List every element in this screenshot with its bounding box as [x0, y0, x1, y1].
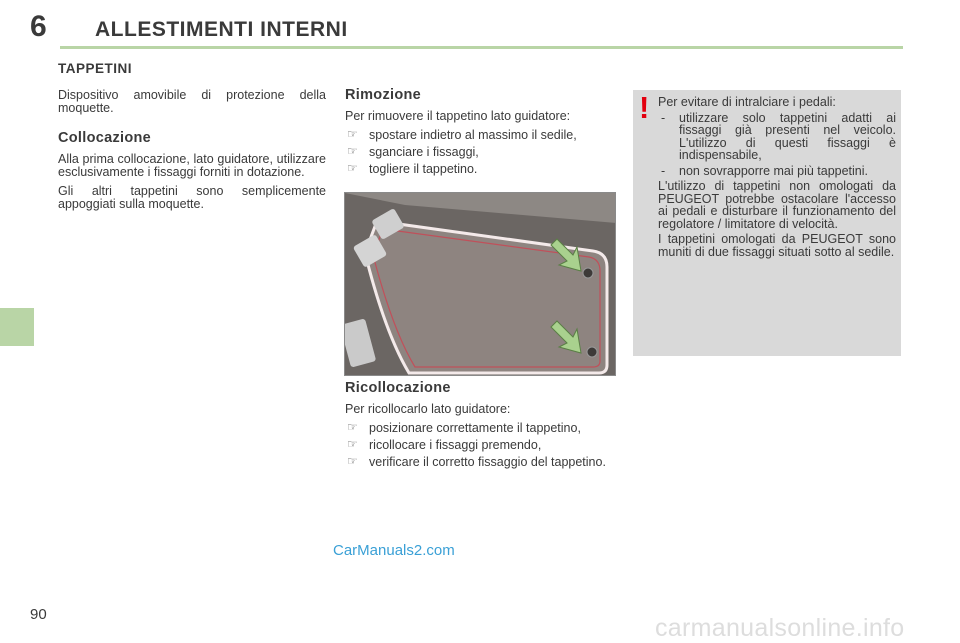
ricollocazione-steps — [345, 422, 617, 469]
rimozione-section — [345, 89, 617, 180]
ricollocazione-intro: Per ricollocarlo lato guidatore: — [345, 402, 511, 416]
warning-list — [658, 112, 896, 178]
floor-mat-photo — [344, 192, 616, 376]
exclamation-icon: ! — [639, 90, 650, 125]
rimozione-steps — [345, 129, 617, 176]
fastener-icon — [587, 347, 597, 357]
list-item: ☞ spostare indietro al massimo il sedile, — [345, 129, 617, 142]
warning-intro: Per evitare di intralciare i pedali: — [658, 95, 836, 109]
list-item: ☞ posizionare correttamente il tappetino, — [345, 422, 617, 435]
fastener-icon — [583, 268, 593, 278]
warning-paragraph-2: I tappetini omologati da PEUGEOT sono muniti di due fissaggi situati sotto al sedile. — [658, 232, 896, 259]
watermark-link[interactable]: CarManuals2.com — [333, 542, 455, 559]
list-item: ☞ sganciare i fissaggi, — [345, 146, 617, 159]
warning-paragraph-1: L'utilizzo di tappetini non omologati da PEUGEOT potrebbe ostacolare l'accesso ai pedali e disturbare il funzionamento del regolatore / limitatore di velocità. — [658, 179, 896, 231]
list-item: - utilizzare solo tappetini adatti ai fissaggi già presenti nel veicolo. L'utilizzo di questi fissaggi è indispensabile, — [658, 112, 896, 162]
collocazione-paragraph-1: Alla prima collocazione, lato guidatore, utilizzare esclusivamente i fissaggi forniti in dotazione. — [58, 152, 326, 179]
warning-box — [633, 90, 901, 356]
intro-text: Dispositivo amovibile di protezione della moquette. — [58, 88, 326, 115]
chapter-title: ALLESTIMENTI INTERNI — [95, 18, 348, 41]
ricollocazione-section — [345, 382, 617, 473]
rimozione-intro: Per rimuovere il tappetino lato guidatore: — [345, 109, 571, 123]
list-item: ☞ togliere il tappetino. — [345, 163, 617, 176]
section-title: TAPPETINI — [58, 61, 133, 76]
collocazione-paragraph-2: Gli altri tappetini sono semplicemente appoggiati sulla moquette. — [58, 184, 326, 211]
header-rule — [60, 46, 903, 49]
left-column — [58, 62, 326, 217]
ricollocazione-heading: Ricollocazione — [345, 380, 451, 396]
page-number: 90 — [30, 606, 47, 623]
chapter-side-tab — [0, 308, 34, 346]
list-item: - non sovrapporre mai più tappetini. — [658, 165, 896, 178]
warning-text — [658, 96, 896, 261]
footer-watermark: carmanualsonline.info — [655, 614, 905, 642]
rimozione-heading: Rimozione — [345, 87, 422, 103]
list-item: ☞ ricollocare i fissaggi premendo, — [345, 439, 617, 452]
chapter-number: 6 — [30, 10, 47, 43]
collocazione-heading: Collocazione — [58, 130, 152, 146]
list-item: ☞ verificare il corretto fissaggio del tappetino. — [345, 456, 617, 469]
floor-mat-illustration — [345, 193, 616, 376]
